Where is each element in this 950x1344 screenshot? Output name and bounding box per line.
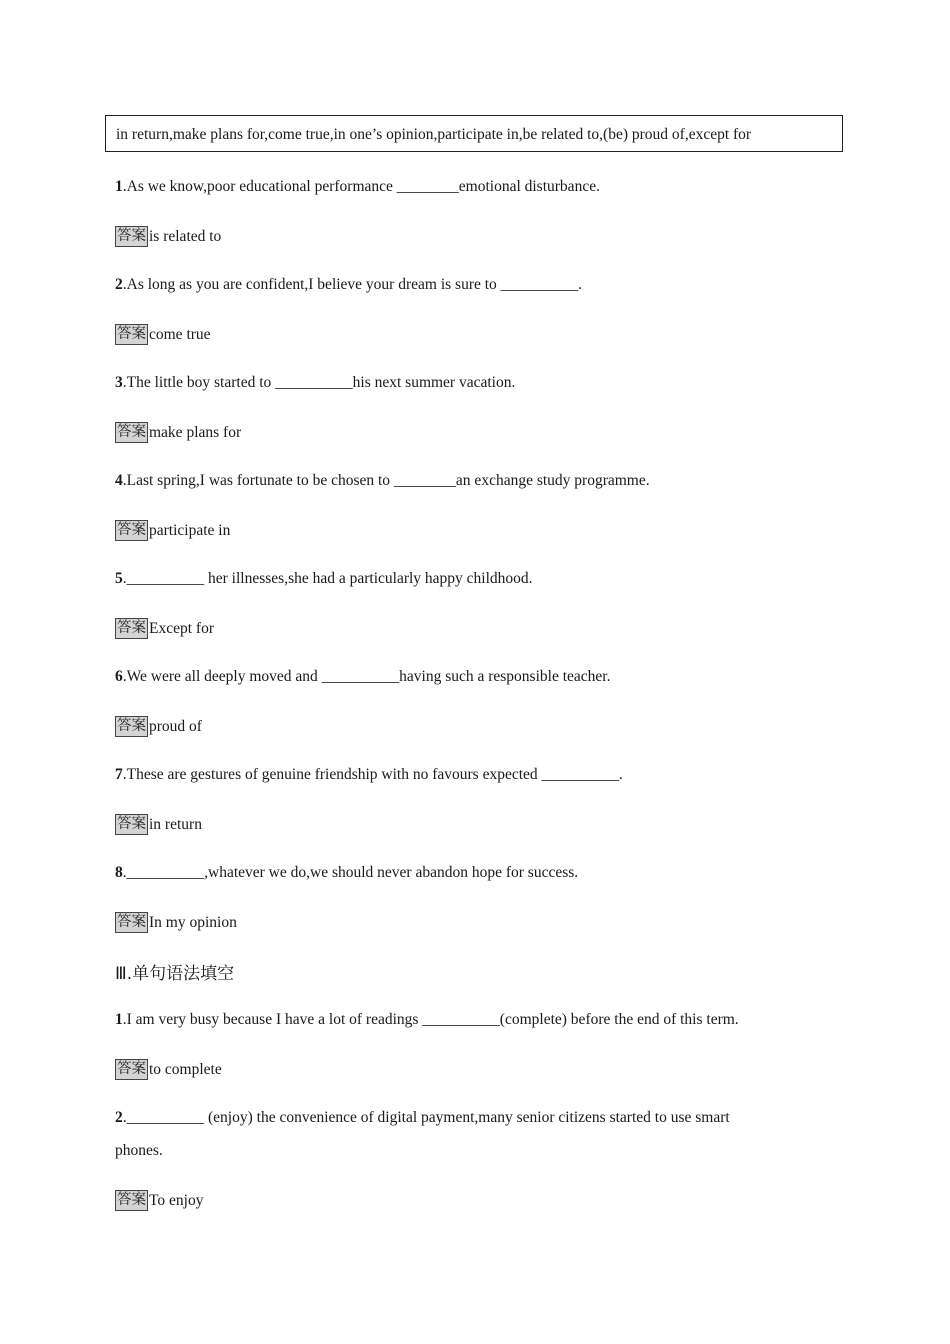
answer-2-8	[115, 912, 237, 933]
question-text: .__________ her illnesses,she had a particularly happy childhood.	[122, 570, 533, 587]
question-text: .I am very busy because I have a lot of readings __________(complete) before the end of this term.	[122, 1011, 739, 1028]
question-text: .Last spring,I was fortunate to be chosen to ________an exchange study programme.	[122, 472, 650, 489]
answer-label: 答案	[115, 422, 148, 443]
question-number: 6	[115, 668, 123, 685]
answer-2-5	[115, 618, 214, 639]
question-2-4	[115, 471, 650, 491]
section-title: Ⅲ.单句语法填空	[115, 964, 235, 984]
answer-label: 答案	[115, 912, 148, 933]
question-2-7	[115, 765, 623, 785]
answer-text: in return	[149, 815, 202, 833]
question-text-continued: phones.	[115, 1142, 163, 1159]
question-number: 1	[115, 178, 123, 195]
question-2-3	[115, 373, 515, 393]
answer-label: 答案	[115, 520, 148, 541]
question-2-2	[115, 275, 582, 295]
answer-2-7	[115, 814, 202, 835]
answer-text: come true	[149, 325, 211, 343]
answer-2-2	[115, 324, 211, 345]
question-number: 5	[115, 570, 123, 587]
question-2-5	[115, 569, 533, 589]
answer-3-1	[115, 1059, 222, 1080]
answer-label: 答案	[115, 1059, 148, 1080]
question-number: 3	[115, 374, 123, 391]
question-3-1	[115, 1010, 739, 1030]
answer-text: to complete	[149, 1060, 222, 1078]
question-number: 2	[115, 276, 123, 293]
question-number: 7	[115, 766, 123, 783]
answer-text: proud of	[149, 717, 202, 735]
question-text: .These are gestures of genuine friendship with no favours expected __________.	[122, 766, 623, 783]
answer-label: 答案	[115, 814, 148, 835]
question-2-8	[115, 863, 578, 883]
answer-2-6	[115, 716, 202, 737]
question-number: 8	[115, 864, 123, 881]
answer-2-4	[115, 520, 230, 541]
answer-3-2	[115, 1190, 203, 1211]
question-2-1	[115, 177, 600, 197]
question-text: .As we know,poor educational performance ________emotional disturbance.	[122, 178, 600, 195]
answer-text: To enjoy	[149, 1191, 204, 1209]
question-text: .__________ (enjoy) the convenience of digital payment,many senior citizens started to use smart	[122, 1109, 730, 1126]
question-number: 2	[115, 1109, 123, 1126]
question-3-2	[115, 1108, 730, 1128]
question-2-6	[115, 667, 610, 687]
phrase-bank-text: in return,make plans for,come true,in one’s opinion,participate in,be related to,(be) proud of,except for	[116, 126, 752, 143]
answer-label: 答案	[115, 226, 148, 247]
question-text: .__________,whatever we do,we should never abandon hope for success.	[122, 864, 579, 881]
answer-text: is related to	[149, 227, 222, 245]
answer-text: In my opinion	[149, 913, 237, 931]
question-number: 4	[115, 472, 123, 489]
question-number: 1	[115, 1011, 123, 1028]
phrase-bank-box	[105, 115, 843, 152]
answer-2-1	[115, 226, 221, 247]
answer-text: Except for	[149, 619, 214, 637]
answer-label: 答案	[115, 324, 148, 345]
answer-label: 答案	[115, 716, 148, 737]
answer-label: 答案	[115, 1190, 148, 1211]
question-text: .As long as you are confident,I believe your dream is sure to __________.	[122, 276, 583, 293]
answer-text: participate in	[149, 521, 231, 539]
answer-label: 答案	[115, 618, 148, 639]
answer-text: make plans for	[149, 423, 242, 441]
answer-2-3	[115, 422, 241, 443]
question-text: .We were all deeply moved and __________having such a responsible teacher.	[122, 668, 611, 685]
question-3-2-continued	[115, 1141, 163, 1161]
question-text: .The little boy started to __________his next summer vacation.	[122, 374, 516, 391]
